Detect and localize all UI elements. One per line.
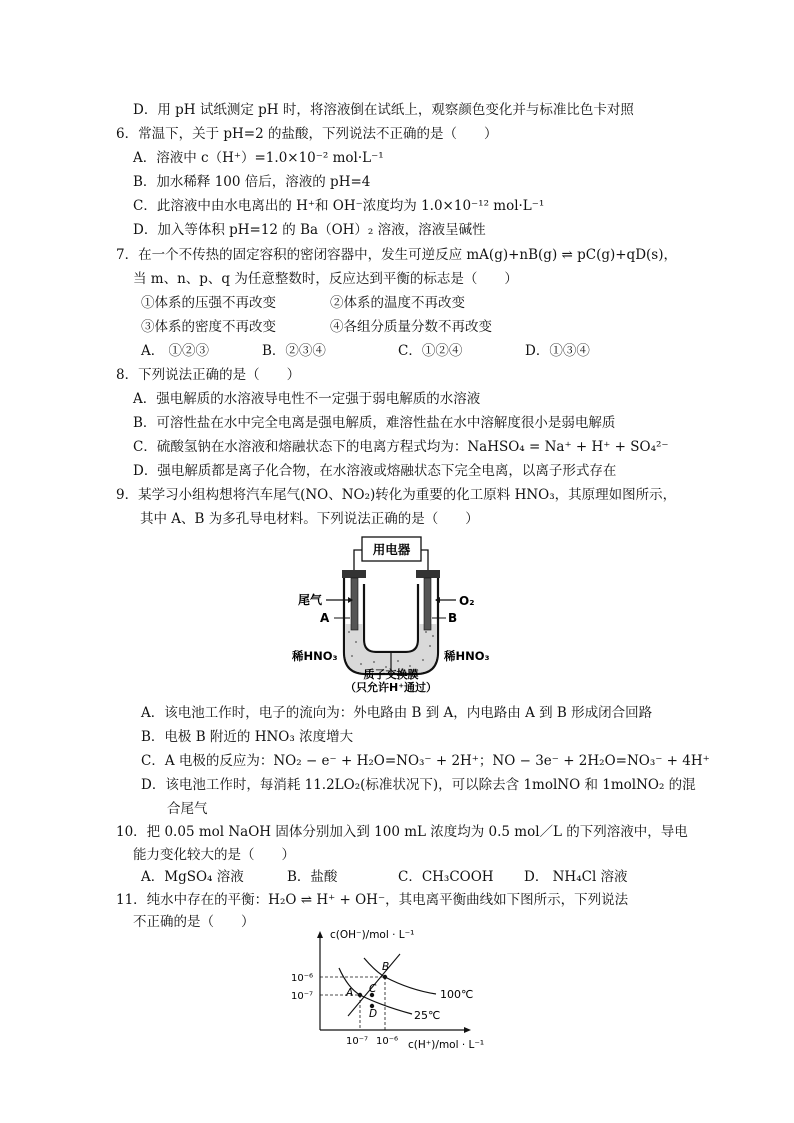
x-tick-low: 10⁻⁷ [346, 1036, 369, 1047]
device-label: 用电器 [372, 542, 411, 557]
q7-stem-line2: 当 m、n、p、q 为任意整数时，反应达到平衡的标志是（ ） [133, 271, 518, 287]
label-a: A [346, 987, 354, 999]
acid-left-label: 稀HNO₃ [292, 649, 338, 663]
membrane-label: 质子交换膜 [363, 668, 419, 681]
acid-right-label: 稀HNO₃ [444, 649, 490, 663]
ionization-curve-figure [284, 926, 514, 1056]
q10-option-a: A．MgSO₄ 溶液 [141, 869, 244, 885]
q7-statement-1: ①体系的压强不再改变 [141, 295, 276, 311]
left-stopper [342, 570, 366, 578]
q10-stem-line1: 10．把 0.05 mol NaOH 固体分别加入到 100 mL 浓度均为 0.5 mol／L 的下列溶液中，导电 [116, 824, 688, 840]
point-a [358, 993, 362, 997]
tail-gas-label: 尾气 [298, 593, 323, 607]
point-b [383, 975, 387, 979]
q9-option-c: C．A 电极的反应为：NO₂ − e⁻ + H₂O=NO₃⁻ + 2H⁺；NO − 3e⁻ + 2H₂O=NO₃⁻ + 4H⁺ [141, 753, 710, 769]
q8-option-c: C．硫酸氢钠在水溶液和熔融状态下的电离方程式均为：NaHSO₄ = Na⁺ + H⁺ + SO₄²⁻ [133, 439, 669, 455]
q7-statement-4: ④各组分质量分数不再改变 [330, 319, 492, 335]
q8-option-b: B．可溶性盐在水中完全电离是强电解质，难溶性盐在水中溶解度很小是弱电解质 [133, 415, 616, 431]
q10-option-b: B．盐酸 [287, 869, 338, 885]
label-c: C [369, 983, 377, 995]
fuel-cell-figure [286, 532, 506, 694]
q6-option-b: B．加水稀释 100 倍后，溶液的 pH=4 [133, 174, 371, 190]
q7-statement-3: ③体系的密度不再改变 [141, 319, 276, 335]
q9-option-d-line2: 合尾气 [167, 801, 208, 817]
q9-stem-line1: 9．某学习小组构想将汽车尾气(NO、NO₂)转化为重要的化工原料 HNO₃，其原理如图所示， [116, 487, 677, 503]
o2-label: O₂ [459, 594, 475, 608]
q11-stem-line2: 不正确的是（ ） [133, 914, 255, 930]
y-tick-high: 10⁻⁶ [291, 973, 314, 984]
q8-option-a: A．强电解质的水溶液导电性不一定强于弱电解质的水溶液 [133, 391, 481, 407]
x-tick-high: 10⁻⁶ [376, 1036, 399, 1047]
q10-option-d: D． NH₄Cl 溶液 [524, 869, 628, 885]
label-d: D [369, 1008, 378, 1020]
q7-statement-2: ②体系的温度不再改变 [330, 295, 465, 311]
q7-stem-line1: 7．在一个不传热的固定容积的密闭容器中，发生可逆反应 mA(g)+nB(g) ⇌ pC(g)+qD(s)， [116, 247, 677, 263]
q7-option-d: D．①③④ [525, 343, 590, 359]
q10-option-c: C．CH₃COOH [398, 869, 494, 885]
q6-option-c: C．此溶液中由水电离出的 H⁺和 OH⁻浓度均为 1.0×10⁻¹² mol·L⁻¹ [133, 198, 545, 214]
label-b: B [382, 961, 390, 973]
q8-stem: 8．下列说法正确的是（ ） [116, 367, 301, 383]
q6-option-d: D．加入等体积 pH=12 的 Ba（OH）₂ 溶液，溶液呈碱性 [133, 222, 486, 238]
q7-option-c: C．①②④ [398, 343, 463, 359]
electrode-a-label: A [320, 611, 330, 625]
electrode-a [351, 578, 358, 630]
electrode-b [424, 578, 431, 630]
q7-option-a: A． ①②③ [141, 343, 210, 359]
q8-option-d: D．强电解质都是离子化合物，在水溶液或熔融状态下完全电离，以离子形式存在 [133, 463, 617, 479]
q9-stem-line2: 其中 A、B 为多孔导电材料。下列说法正确的是（ ） [140, 511, 479, 527]
q7-option-b: B．②③④ [262, 343, 326, 359]
x-axis-label: c(H⁺)/mol · L⁻¹ [408, 1039, 485, 1051]
membrane-note: （只允许H⁺通过） [344, 681, 438, 694]
electrode-b-label: B [448, 611, 458, 625]
q9-option-d-line1: D．该电池工作时，每消耗 11.2LO₂(标准状况下)，可以除去含 1molNO 和 1molNO₂ 的混 [141, 777, 696, 793]
label-25c: 25℃ [414, 1009, 441, 1022]
q9-option-b: B．电极 B 附近的 HNO₃ 浓度增大 [141, 729, 354, 745]
y-tick-low: 10⁻⁷ [291, 991, 314, 1002]
q9-option-a: A．该电池工作时，电子的流向为：外电路由 B 到 A，内电路由 A 到 B 形成闭合回路 [141, 705, 653, 721]
q6-option-a: A．溶液中 c（H⁺）=1.0×10⁻² mol·L⁻¹ [133, 150, 384, 166]
q6-stem: 6．常温下，关于 pH=2 的盐酸，下列说法不正确的是（ ） [116, 126, 498, 142]
right-stopper [416, 570, 440, 578]
label-100c: 100℃ [440, 988, 474, 1001]
q11-stem-line1: 11．纯水中存在的平衡：H₂O ⇌ H⁺ + OH⁻，其电离平衡曲线如下图所示，下列说法 [116, 892, 629, 908]
q10-stem-line2: 能力变化较大的是（ ） [133, 847, 295, 863]
q5-option-d: D．用 pH 试纸测定 pH 时，将溶液倒在试纸上，观察颜色变化并与标准比色卡对照 [133, 102, 634, 118]
y-axis-label: c(OH⁻)/mol · L⁻¹ [330, 929, 415, 941]
